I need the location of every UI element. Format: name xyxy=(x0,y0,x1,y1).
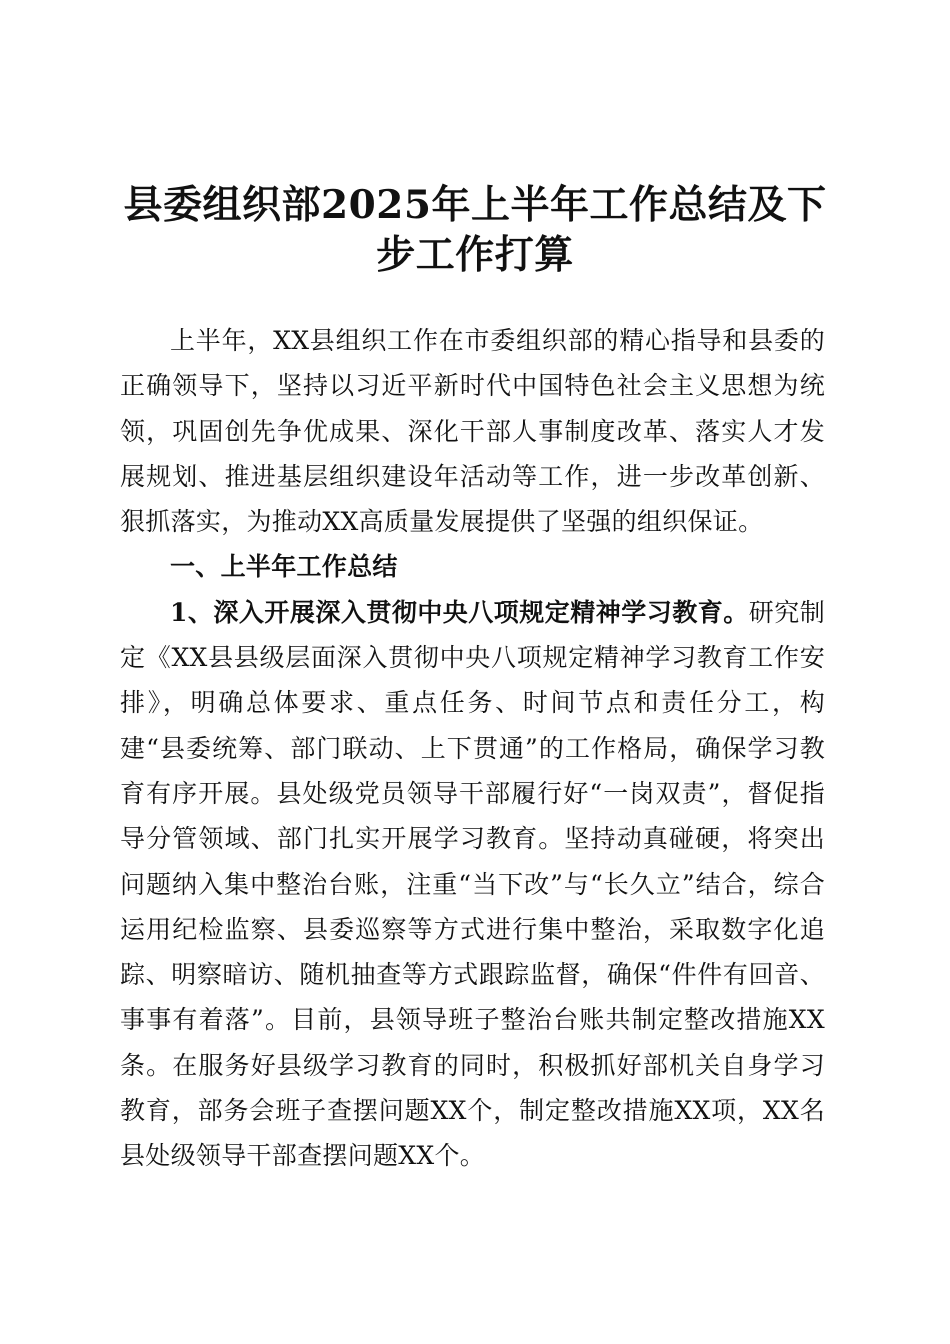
item-lead: 1、深入开展深入贯彻中央八项规定精神学习教育。 xyxy=(170,597,749,627)
document-title: 县委组织部2025年上半年工作总结及下步工作打算 xyxy=(123,182,827,278)
intro-paragraph: 上半年，XX县组织工作在市委组织部的精心指导和县委的正确领导下，坚持以习近平新时代中国特色社会主义思想为统领，巩固创先争优成果、深化干部人事制度改革、落实人才发展规划、推进基层组织建设年活动等工作，进一步改革创新、狠抓落实，为推动XX高质量发展提供了坚强的组织保证。 xyxy=(120,326,825,537)
item-paragraph xyxy=(120,590,825,1179)
document-body xyxy=(120,318,825,1179)
section-heading: 一、上半年工作总结 xyxy=(170,552,398,582)
item-body: 研究制定《XX县县级层面深入贯彻中央八项规定精神学习教育工作安排》，明确总体要求、重点任务、时间节点和责任分工，构建“县委统筹、部门联动、上下贯通”的工作格局，确保学习教育有序开展。县处级党员领导干部履行好“一岗双责”，督促指导分管领域、部门扎实开展学习教育。坚持动真碰硬，将突出问题纳入集中整治台账，注重“当下改”与“长久立”结合，综合运用纪检监察、县委巡察等方式进行集中整治，采取数字化追踪、明察暗访、随机抽查等方式跟踪监督，确保“件件有回音、事事有着落”。目前，县领导班子整治台账共制定整改措施XX条。在服务好县级学习教育的同时，积极抓好部机关自身学习教育，部务会班子查摆问题XX个，制定整改措施XX项，XX名县处级领导干部查摆问题XX个。 xyxy=(120,597,826,1171)
